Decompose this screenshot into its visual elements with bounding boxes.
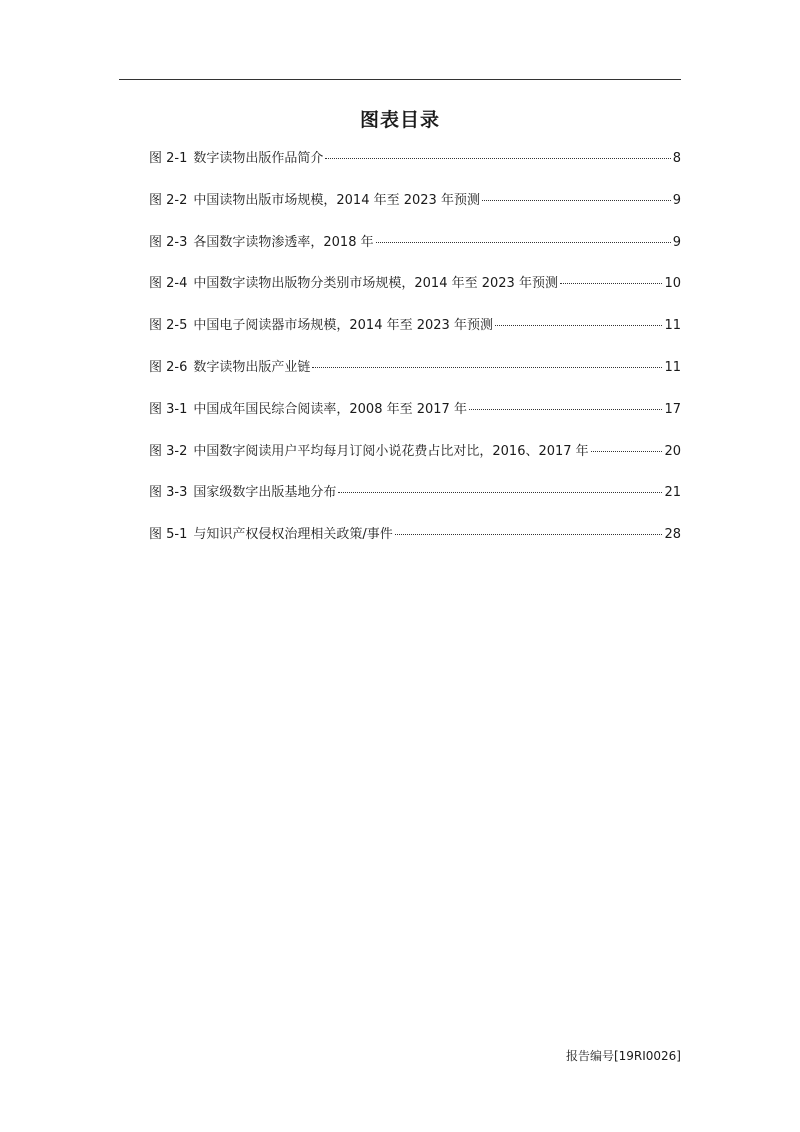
toc-entry-number: 图 2-4 [149,276,188,292]
toc-entry-label [149,524,393,546]
toc-entry-number: 图 2-5 [149,318,188,334]
toc-entry-page: 11 [664,359,681,375]
toc-entry[interactable] [149,148,681,190]
toc-entry-label [149,148,323,170]
toc-entry[interactable] [149,232,681,274]
toc-entry-title: 各国数字读物渗透率，2018 年 [193,234,374,250]
toc-entry-title: 中国数字读物出版物分类别市场规模，2014 年至 2023 年预测 [193,276,558,292]
toc-entry-label [149,273,558,295]
toc-entry-number: 图 2-6 [149,359,188,375]
toc-entry[interactable] [149,357,681,399]
page-title: 图表目录 [359,109,440,131]
dot-leader [469,409,663,410]
toc-entry-title: 中国数字阅读用户平均每月订阅小说花费占比对比，2016、2017 年 [193,443,589,459]
toc-entry-label [149,399,467,421]
toc-entry-page: 21 [664,485,681,501]
toc-entry-title: 国家级数字出版基地分布 [193,485,337,501]
toc-entry-page: 17 [664,401,681,417]
header-rule [119,79,681,80]
report-code: 报告编号[19RI0026] [565,1049,681,1063]
toc-entry-label [149,482,336,504]
toc-entry-label [149,441,589,463]
toc-entry-title: 中国电子阅读器市场规模，2014 年至 2023 年预测 [193,318,493,334]
figure-list [149,148,681,566]
toc-entry-number: 图 5-1 [149,527,188,543]
toc-entry-page: 11 [664,318,681,334]
dot-leader [325,158,670,159]
dot-leader [495,325,663,326]
toc-entry[interactable] [149,190,681,232]
toc-entry-page: 28 [664,527,681,543]
toc-entry-number: 图 2-3 [149,234,188,250]
toc-entry-label [149,315,493,337]
toc-entry-title: 数字读物出版作品简介 [193,151,324,166]
toc-entry[interactable] [149,524,681,566]
toc-entry-title: 中国成年国民综合阅读率，2008 年至 2017 年 [193,401,467,417]
toc-entry[interactable] [149,273,681,315]
toc-entry-number: 图 2-1 [149,151,188,166]
toc-entry-page: 20 [664,443,681,459]
toc-entry-title: 中国读物出版市场规模，2014 年至 2023 年预测 [193,192,480,208]
dot-leader [560,283,663,284]
toc-entry-page: 8 [672,151,681,166]
dot-leader [395,534,663,535]
toc-entry[interactable] [149,315,681,357]
dot-leader [312,367,662,368]
toc-entry-number: 图 3-1 [149,401,188,417]
toc-entry-label [149,357,310,379]
dot-leader [482,200,671,201]
toc-entry-title: 数字读物出版产业链 [193,359,311,375]
toc-entry-label [149,190,480,212]
toc-entry-number: 图 3-2 [149,443,188,459]
dot-leader [338,492,662,493]
toc-entry-number: 图 3-3 [149,485,188,501]
toc-entry[interactable] [149,399,681,441]
toc-entry-page: 10 [664,276,681,292]
toc-entry[interactable] [149,482,681,524]
toc-entry-title: 与知识产权侵权治理相关政策/事件 [193,527,393,543]
toc-entry-page: 9 [672,192,681,208]
toc-entry-label [149,232,374,254]
toc-entry-number: 图 2-2 [149,192,188,208]
dot-leader [376,242,671,243]
toc-entry-page: 9 [672,234,681,250]
toc-entry[interactable] [149,441,681,483]
dot-leader [591,451,663,452]
